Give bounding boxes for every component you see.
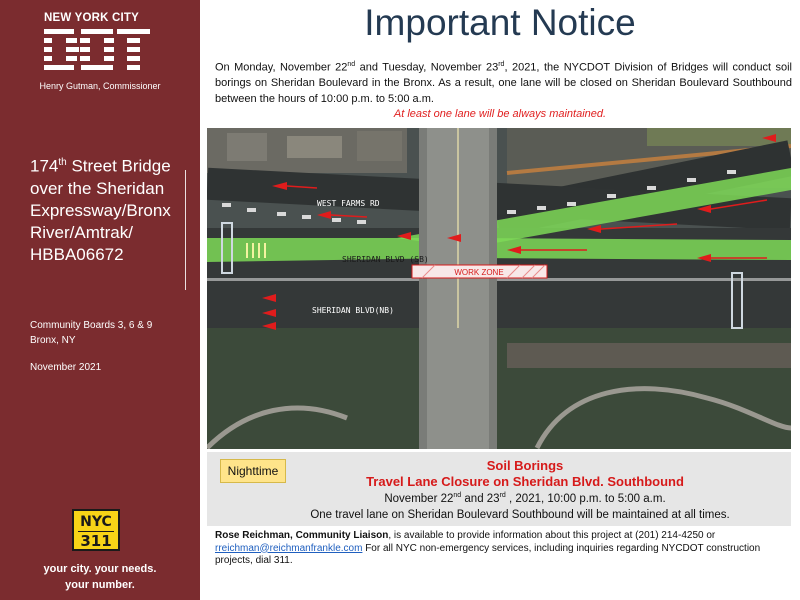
community-boards <box>30 318 190 348</box>
logo-city-text: NEW YORK CITY <box>44 12 140 24</box>
liaison-name: Rose Reichman, Community Liaison <box>215 530 389 541</box>
nyc311-top: NYC <box>80 514 112 530</box>
west-farms-label: WEST FARMS RD <box>317 199 380 208</box>
nyc311-logo <box>72 509 120 551</box>
info-dates-sup-2: rd <box>499 492 506 499</box>
sheridan-nb-label: SHERIDAN BLVD(NB) <box>312 306 394 315</box>
info-dates <box>300 492 750 505</box>
intro-paragraph <box>215 57 792 107</box>
bridge-title-text: Street Bridge over the Sheridan Expressway/Bronx River/Amtrak/ HBBA06672 <box>30 156 171 264</box>
nyc311-bottom: 311 <box>78 531 114 550</box>
notice-date: November 2021 <box>30 362 102 373</box>
work-zone-label: WORK ZONE <box>454 268 504 277</box>
dot-logo-icon <box>44 27 150 71</box>
intro-sup-1: nd <box>347 61 356 68</box>
info-maintained: One travel lane on Sheridan Boulevard Southbound will be maintained at all times. <box>310 509 730 521</box>
nyc-dot-logo <box>0 0 200 100</box>
sheridan-sb-label: SHERIDAN BLVD (SB) <box>342 255 429 264</box>
page-title: Important Notice <box>364 2 636 43</box>
tagline-line-2: your number. <box>65 579 135 591</box>
commissioner-name: Henry Gutman, Commissioner <box>39 81 161 91</box>
intro-part-2: and Tuesday, November 23 <box>355 61 499 74</box>
info-heading-2: Travel Lane Closure on Sheridan Blvd. Southbound <box>366 474 684 489</box>
bridge-title-number: 174 <box>30 156 59 176</box>
info-heading-1: Soil Borings <box>486 458 564 473</box>
nighttime-badge: Nighttime <box>220 459 286 483</box>
tagline <box>0 561 200 593</box>
info-dates-part-3: , 2021, 10:00 p.m. to 5:00 a.m. <box>505 492 666 505</box>
sidebar <box>0 0 200 600</box>
info-dates-part-1: November 22 <box>384 492 454 505</box>
intro-sup-2: rd <box>498 61 505 68</box>
info-dates-sup-1: nd <box>453 492 462 499</box>
intro-part-1: On Monday, November 22 <box>215 61 348 74</box>
location-text: Bronx, NY <box>30 335 76 346</box>
liaison-paragraph <box>215 530 795 568</box>
lane-maintained-alert: At least one lane will be always maintained. <box>393 108 607 120</box>
bridge-title <box>30 152 190 266</box>
liaison-text-1: , is available to provide information about this project at (201) 214-4250 or <box>388 530 716 541</box>
liaison-text-2: For all NYC non-emergency services, including inquiries regarding NYCDOT construction projects, dial 311. <box>215 542 761 566</box>
bridge-title-sup: th <box>58 157 67 168</box>
community-boards-text: Community Boards 3, 6 & 9 <box>30 320 153 331</box>
liaison-email-link[interactable]: rreichman@reichmanfrankle.com <box>215 542 363 554</box>
info-dates-part-2: and 23 <box>461 492 500 505</box>
tagline-line-1: your city. your needs. <box>43 563 157 575</box>
aerial-map-graphic <box>207 128 791 449</box>
intro-part-3: , 2021, the NYCDOT Division of Bridges will conduct soil borings on Sheridan Boulevard in the Bronx. As a result, one lane will be closed on Sheridan Boulevard Southbound between the hours of 10:00 p.m. to 5:00 a.m. <box>215 61 792 105</box>
aerial-map <box>207 128 791 449</box>
